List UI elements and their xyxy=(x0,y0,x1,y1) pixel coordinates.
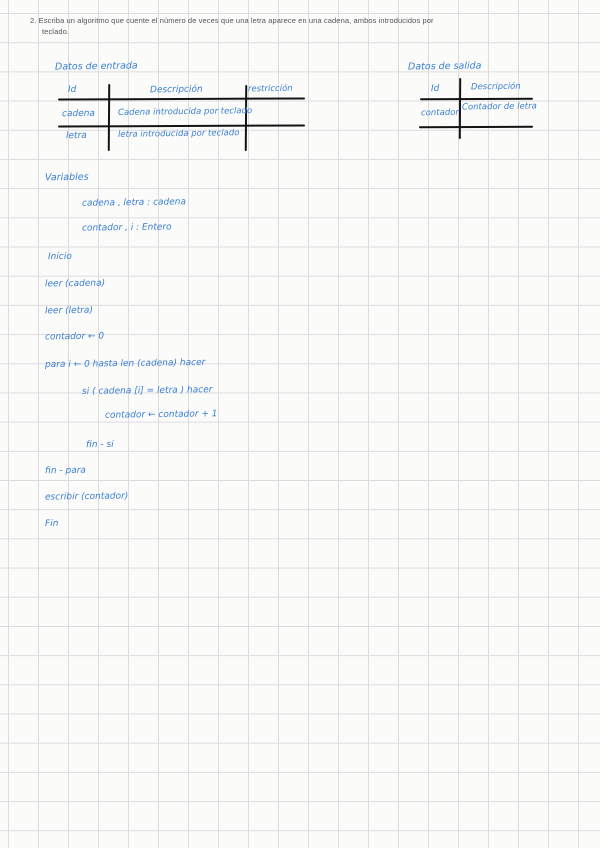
variable-declaration: contador , i : Entero xyxy=(81,222,172,234)
algorithm-line-leer-letra: leer (letra) xyxy=(44,305,94,317)
input-table-row-id: letra xyxy=(65,130,87,142)
algorithm-line-contador-init: contador ← 0 xyxy=(44,331,105,343)
exercise-statement-line1: 2. Escriba un algoritmo que cuente el número de veces que una letra aparece en una cadena, ambos introducidos por xyxy=(30,16,434,25)
variables-heading: Variables xyxy=(44,171,89,184)
algorithm-line-fin-si: fin - si xyxy=(85,439,114,451)
output-table-border-line xyxy=(419,126,533,128)
algorithm-line-si: si ( cadena [i] = letra ) hacer xyxy=(81,385,213,397)
exercise-statement xyxy=(30,15,490,37)
input-table-border-line xyxy=(58,124,305,127)
variable-declaration: cadena , letra : cadena xyxy=(81,197,187,209)
algorithm-line-leer-cadena: leer (cadena) xyxy=(44,278,106,290)
input-table-heading: Datos de entrada xyxy=(54,60,138,73)
output-table-heading: Datos de salida xyxy=(407,60,482,73)
exercise-statement-line2: teclado. xyxy=(42,27,70,36)
input-table-col-restriccion: restricción xyxy=(247,83,293,95)
algorithm-line-fin: Fin xyxy=(44,518,59,530)
input-table-row-descripcion: Cadena introducida por teclado xyxy=(117,106,253,118)
output-table-border-line xyxy=(459,78,461,139)
input-table-col-descripcion: Descripción xyxy=(149,84,203,96)
input-table-col-id: Id xyxy=(67,84,77,96)
algorithm-line-fin-para: fin - para xyxy=(44,465,86,477)
algorithm-line-incremento: contador ← contador + 1 xyxy=(104,409,218,421)
output-table-col-descripcion: Descripción xyxy=(470,81,521,93)
algorithm-line-escribir: escribir (contador) xyxy=(44,491,129,503)
input-table-row-descripcion: letra introducida por teclado xyxy=(117,128,240,140)
input-table-border-line xyxy=(108,84,110,151)
algorithm-line-inicio: Inicio xyxy=(47,251,72,263)
output-table-row-id: contador xyxy=(420,107,459,119)
output-table-col-id: Id xyxy=(430,83,440,95)
algorithm-line-para: para i ← 0 hasta len (cadena) hacer xyxy=(44,357,206,371)
output-table-border-line xyxy=(420,98,533,100)
input-table-border-line xyxy=(245,85,247,151)
input-table-row-id: cadena xyxy=(61,108,95,120)
output-table-row-descripcion: Contador de letra xyxy=(461,101,537,113)
input-table-border-line xyxy=(58,97,305,100)
